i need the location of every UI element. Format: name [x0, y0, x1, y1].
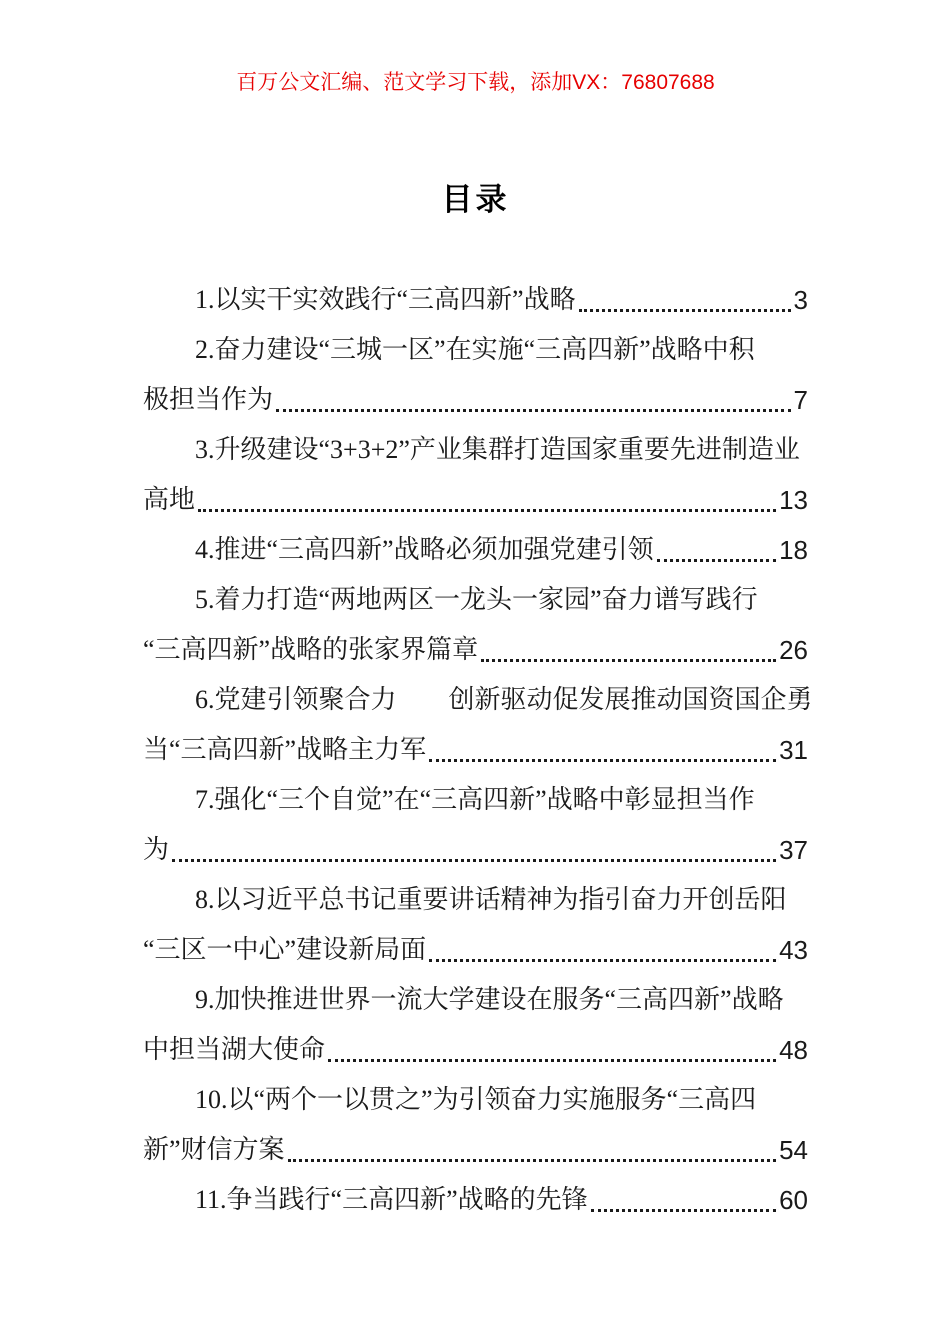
toc-entry-line	[143, 575, 808, 625]
toc-entry-text: 9.加快推进世界一流大学建设在服务“三高四新”战略	[195, 985, 784, 1014]
toc-entry-line	[143, 825, 808, 875]
dot-leader	[579, 275, 791, 312]
toc-entry	[143, 675, 813, 775]
toc-entry-text: 3.升级建设“3+3+2”产业集群打造国家重要先进制造业	[195, 435, 800, 464]
toc-entry-text: “三高四新”战略的张家界篇章	[143, 635, 479, 664]
toc-entry-line	[143, 1175, 808, 1225]
toc-entry-line	[143, 325, 808, 375]
toc-entry-line	[143, 975, 808, 1025]
toc-entry-line	[143, 275, 808, 325]
toc-entry	[143, 1175, 808, 1225]
page-number: 3	[793, 285, 808, 315]
page-number: 18	[779, 535, 808, 565]
toc-entry-text: “三区一中心”建设新局面	[143, 935, 427, 964]
toc-entry	[143, 875, 808, 975]
toc-entry-line	[143, 875, 808, 925]
toc-entry	[143, 425, 808, 525]
toc-entry-line	[143, 1025, 808, 1075]
toc-entry-line	[143, 1125, 808, 1175]
toc-entry-text: 4.推进“三高四新”战略必须加强党建引领	[195, 535, 654, 564]
toc-entry	[143, 1075, 808, 1175]
toc-entry-text: 5.着力打造“两地两区一龙头一家园”奋力谱写践行	[195, 585, 758, 614]
toc-entry-text: 高地	[143, 485, 196, 514]
toc-entry-text: 为	[143, 835, 170, 864]
toc-entry-line	[143, 625, 808, 675]
toc-entry	[143, 975, 808, 1075]
toc-list	[143, 275, 813, 1225]
dot-leader	[172, 825, 776, 862]
dot-leader	[288, 1125, 777, 1162]
toc-entry-text: 极担当作为	[143, 385, 274, 414]
dot-leader	[429, 725, 776, 762]
page-number: 26	[779, 635, 808, 665]
toc-entry	[143, 275, 808, 325]
toc-entry-text: 8.以习近平总书记重要讲话精神为指引奋力开创岳阳	[195, 885, 787, 914]
toc-entry-line	[143, 725, 808, 775]
page-number: 54	[779, 1135, 808, 1165]
toc-entry-line	[143, 425, 808, 475]
dot-leader	[481, 625, 776, 662]
toc-entry-text: 中担当湖大使命	[143, 1035, 326, 1064]
dot-leader	[198, 475, 776, 512]
toc-entry-line	[143, 525, 808, 575]
toc-entry-text: 6.党建引领聚合力 创新驱动促发展推动国资国企勇	[195, 685, 813, 714]
toc-entry	[143, 775, 808, 875]
toc-entry	[143, 575, 808, 675]
toc-entry-line	[143, 925, 808, 975]
toc-entry	[143, 325, 808, 425]
page-number: 13	[779, 485, 808, 515]
toc-entry-line	[143, 675, 813, 725]
page-number: 31	[779, 735, 808, 765]
toc-entry-text: 新”财信方案	[143, 1135, 285, 1164]
toc-entry-text: 2.奋力建设“三城一区”在实施“三高四新”战略中积	[195, 335, 755, 364]
dot-leader	[591, 1175, 776, 1212]
toc-entry-text: 11.争当践行“三高四新”战略的先锋	[195, 1185, 588, 1214]
toc-title: 目录	[441, 182, 510, 217]
page-number: 60	[779, 1185, 808, 1215]
toc-entry-text: 当“三高四新”战略主力军	[143, 735, 427, 764]
toc-entry-line	[143, 375, 808, 425]
toc-entry-text: 10.以“两个一以贯之”为引领奋力实施服务“三高四	[195, 1085, 757, 1114]
page-number: 7	[793, 385, 808, 415]
toc-entry-text: 7.强化“三个自觉”在“三高四新”战略中彰显担当作	[195, 785, 755, 814]
dot-leader	[429, 925, 776, 962]
promo-banner: 百万公文汇编、范文学习下载，添加VX：76807688	[236, 71, 715, 94]
toc-entry-line	[143, 475, 808, 525]
toc-entry-line	[143, 1075, 808, 1125]
dot-leader	[328, 1025, 776, 1062]
toc-entry-line	[143, 775, 808, 825]
page-number: 37	[779, 835, 808, 865]
page-number: 43	[779, 935, 808, 965]
toc-entry	[143, 525, 808, 575]
dot-leader	[657, 525, 776, 562]
page-number: 48	[779, 1035, 808, 1065]
toc-entry-text: 1.以实干实效践行“三高四新”战略	[195, 285, 576, 314]
dot-leader	[276, 375, 791, 412]
